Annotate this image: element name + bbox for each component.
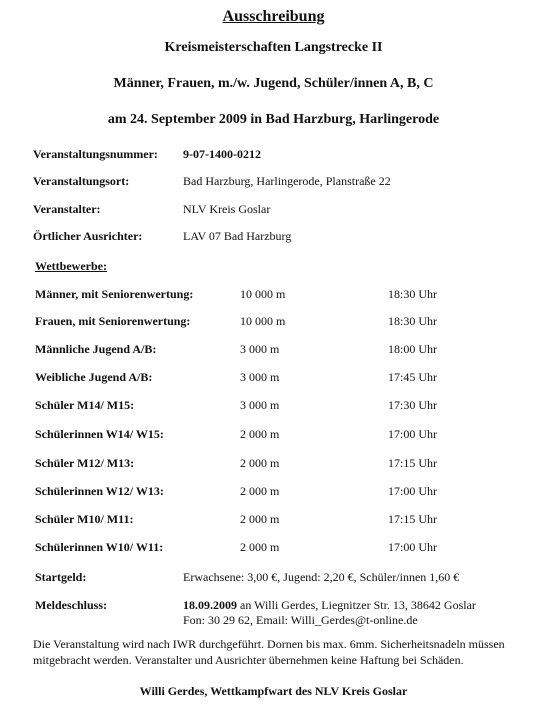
deadline-line [183,598,476,613]
competition-distance: 2 000 m [240,512,280,526]
competition-distance: 10 000 m [240,314,286,328]
competition-name: Schülerinnen W12/ W13: [35,484,164,498]
competition-name: Schülerinnen W14/ W15: [35,427,164,441]
competition-time: 17:00 Uhr [388,540,437,554]
deadline-contact: Fon: 30 29 62, Email: Willi_Gerdes@t-online.de [183,613,418,627]
competition-name: Schüler M10/ M11: [35,512,134,526]
venue-label: Veranstaltungsort: [33,174,130,188]
local-host-value: LAV 07 Bad Harzburg [183,229,292,243]
organizer-label: Veranstalter: [33,202,101,216]
signature: Willi Gerdes, Wettkampfwart des NLV Kreis Goslar [139,684,408,698]
table-row [0,398,547,416]
table-row [0,370,547,388]
fees-value: Erwachsene: 3,00 €, Jugend: 2,20 €, Schüler/innen 1,60 € [183,570,460,584]
competition-time: 17:15 Uhr [388,512,437,526]
table-row [0,342,547,360]
competition-distance: 3 000 m [240,370,280,384]
rules-note-line-2: mitgebracht werden. Veranstalter und Ausrichter übernehmen keine Haftung bei Schäden. [33,653,464,667]
competition-time: 18:30 Uhr [388,287,437,301]
competition-distance: 2 000 m [240,540,280,554]
competition-distance: 3 000 m [240,342,280,356]
competition-time: 18:30 Uhr [388,314,437,328]
table-row [0,456,547,474]
competition-distance: 10 000 m [240,287,286,301]
competition-name: Männer, mit Seniorenwertung: [35,287,194,301]
competition-name: Schüler M12/ M13: [35,456,135,470]
competition-time: 17:00 Uhr [388,427,437,441]
local-host-label: Örtlicher Ausrichter: [33,229,143,243]
competition-name: Schülerinnen W10/ W11: [35,540,164,554]
event-number-value: 9-07-1400-0212 [183,147,261,161]
document-title: Ausschreibung [222,8,325,25]
competition-distance: 2 000 m [240,484,280,498]
competition-name: Schüler M14/ M15: [35,398,135,412]
event-name: Kreismeisterschaften Langstrecke II [164,40,383,55]
table-row [0,484,547,502]
competition-time: 17:00 Uhr [388,484,437,498]
table-row [0,287,547,305]
fees-label: Startgeld: [35,570,87,584]
table-row [0,427,547,445]
deadline-date: 18.09.2009 [183,598,237,612]
competition-distance: 2 000 m [240,456,280,470]
event-date-place: am 24. September 2009 in Bad Harzburg, Harlingerode [107,112,440,127]
event-categories: Männer, Frauen, m./w. Jugend, Schüler/innen A, B, C [113,76,434,91]
deadline-label: Meldeschluss: [35,598,107,612]
competition-time: 18:00 Uhr [388,342,437,356]
competition-name: Männliche Jugend A/B: [35,342,157,356]
competition-time: 17:15 Uhr [388,456,437,470]
competition-time: 17:45 Uhr [388,370,437,384]
venue-value: Bad Harzburg, Harlingerode, Planstraße 22 [183,174,391,188]
event-number-label: Veranstaltungsnummer: [33,147,158,161]
competition-name: Frauen, mit Seniorenwertung: [35,314,191,328]
organizer-value: NLV Kreis Goslar [183,202,271,216]
competition-distance: 3 000 m [240,398,280,412]
competition-time: 17:30 Uhr [388,398,437,412]
competition-distance: 2 000 m [240,427,280,441]
competition-name: Weibliche Jugend A/B: [35,370,153,384]
competitions-heading: Wettbewerbe: [35,259,107,273]
table-row [0,540,547,558]
rules-note-line-1: Die Veranstaltung wird nach IWR durchgeführt. Dornen bis max. 6mm. Sicherheitsnadeln müssen [33,637,505,651]
table-row [0,314,547,332]
table-row [0,512,547,530]
deadline-address: an Willi Gerdes, Liegnitzer Str. 13, 38642 Goslar [237,598,476,612]
